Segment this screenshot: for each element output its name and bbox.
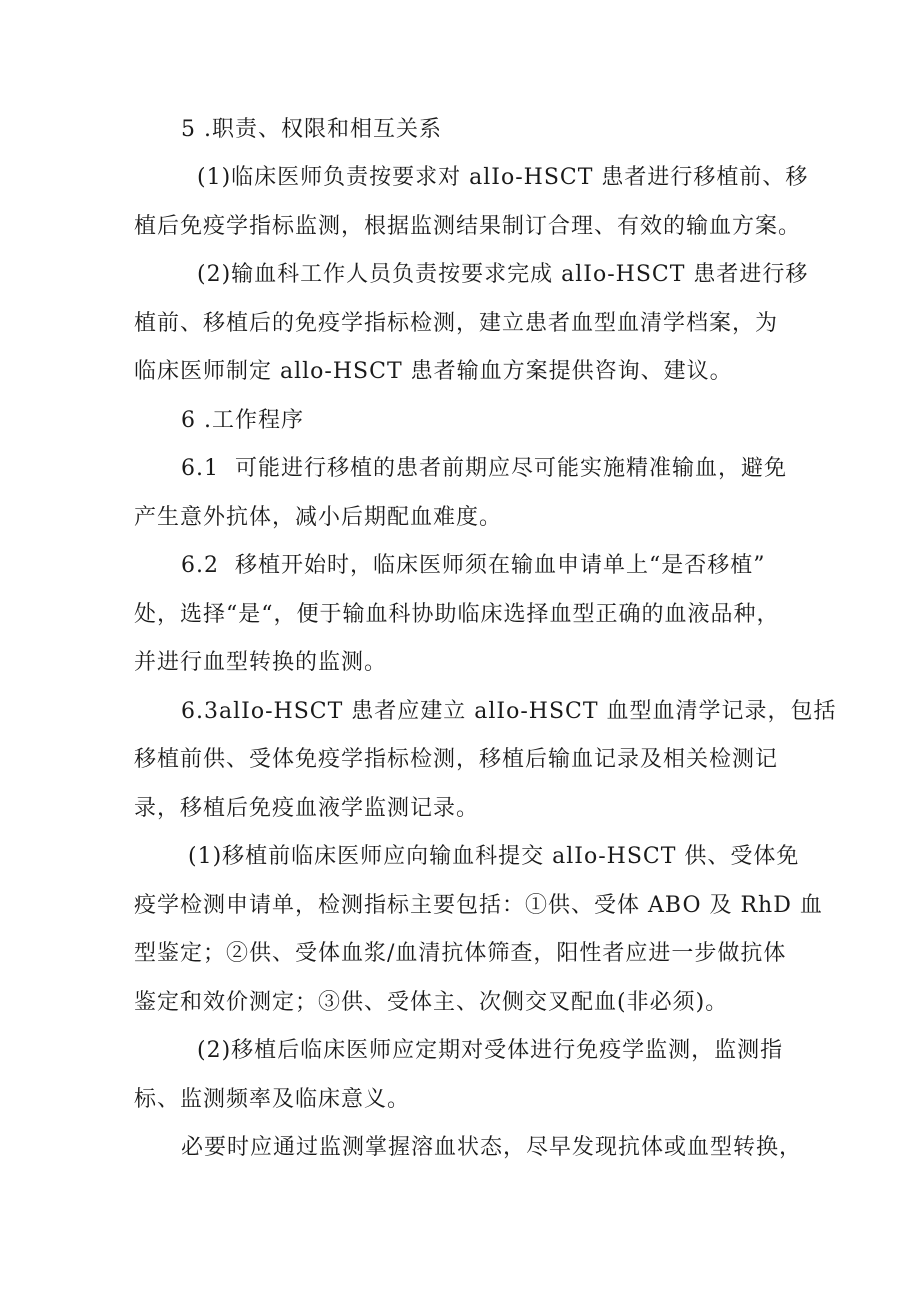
paragraph-line: 6.1 可能进行移植的患者前期应尽可能实施精准输血，避免	[181, 456, 787, 481]
paragraph-line: (2)输血科工作人员负责按要求完成 alIo-HSCT 患者进行移	[197, 262, 809, 287]
paragraph-line: 临床医师制定 allo-HSCT 患者输血方案提供咨询、建议。	[134, 359, 733, 384]
paragraph-line: 标、监测频率及临床意义。	[134, 1087, 411, 1112]
paragraph-line: 必要时应通过监测掌握溶血状态，尽早发现抗体或血型转换，	[181, 1135, 803, 1160]
paragraph-line: 处，选择“是“，便于输血科协助临床选择血型正确的血液品种，	[134, 602, 780, 627]
paragraph-line: 移植前供、受体免疫学指标检测，移植后输血记录及相关检测记	[134, 747, 779, 772]
paragraph-line: 植后免疫学指标监测，根据监测结果制订合理、有效的输血方案。	[134, 214, 802, 239]
paragraph-line: 型鉴定；②供、受体血浆/血清抗体筛查，阳性者应进一步做抗体	[134, 941, 787, 966]
heading-procedure: 6 .工作程序	[181, 408, 304, 433]
paragraph-line: (1)临床医师负责按要求对 alIo-HSCT 患者进行移植前、移	[197, 165, 809, 190]
paragraph-line: 植前、移植后的免疫学指标检测，建立患者血型血清学档案，为	[134, 311, 779, 336]
paragraph-line: 并进行血型转换的监测。	[134, 650, 388, 675]
paragraph-line: (1)移植前临床医师应向输血科提交 alIo-HSCT 供、受体免	[188, 844, 800, 869]
heading-responsibilities: 5 .职责、权限和相互关系	[181, 117, 442, 142]
paragraph-line: 产生意外抗体，减小后期配血难度。	[134, 505, 503, 530]
paragraph-line: 录，移植后免疫血液学监测记录。	[134, 796, 480, 821]
paragraph-line: 鉴定和效价测定；③供、受体主、次侧交叉配血(非必须)。	[134, 990, 729, 1015]
paragraph-line: 6.2 移植开始时，临床医师须在输血申请单上“是否移植”	[181, 553, 766, 578]
paragraph-line: (2)移植后临床医师应定期对受体进行免疫学监测，监测指	[197, 1038, 784, 1063]
paragraph-line: 疫学检测申请单，检测指标主要包括：①供、受体 ABO 及 RhD 血	[134, 893, 823, 918]
paragraph-line: 6.3alIo-HSCT 患者应建立 alIo-HSCT 血型血清学记录，包括	[181, 699, 837, 724]
